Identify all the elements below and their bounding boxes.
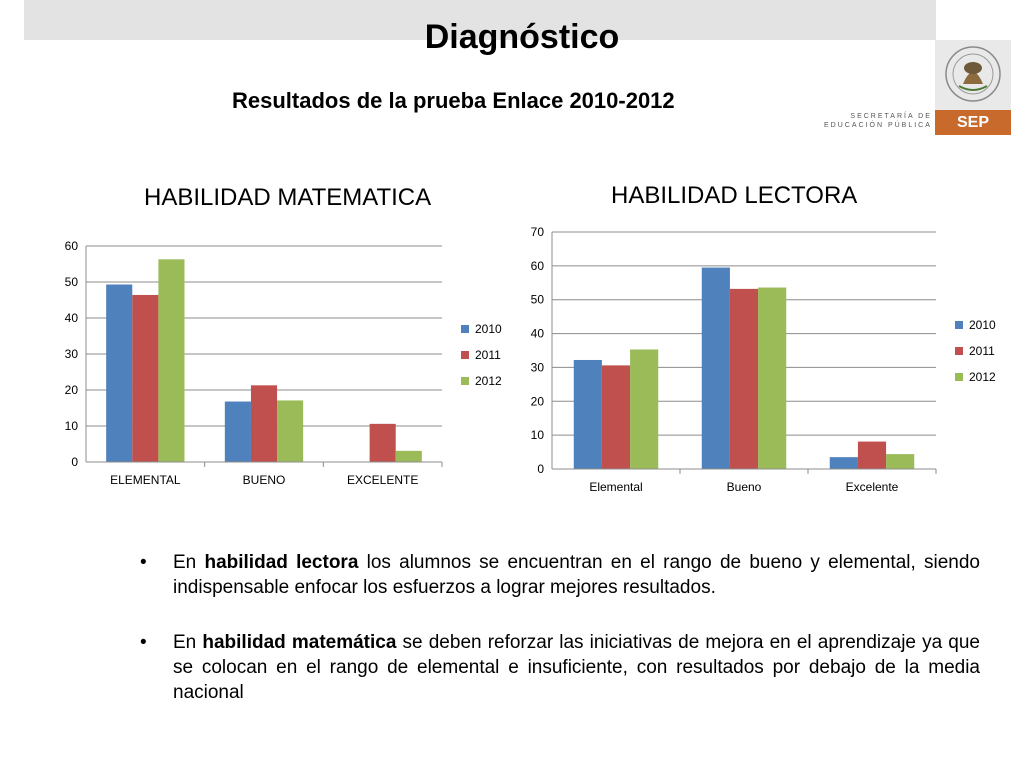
y-tick-label: 30 [530, 360, 544, 375]
legend-swatch-2012 [461, 377, 469, 385]
legend-label-2011: 2011 [969, 344, 995, 358]
y-tick-label: 50 [530, 292, 544, 307]
chart-title-math: HABILIDAD MATEMATICA [144, 184, 432, 211]
y-tick-label: 60 [64, 239, 78, 253]
y-tick-label: 20 [64, 383, 78, 397]
legend-label-2012: 2012 [969, 370, 996, 384]
y-tick-label: 60 [530, 258, 544, 273]
bar-2011-elemental [602, 365, 630, 469]
bar-2012-bueno [758, 288, 786, 469]
bullet-dot: • [140, 552, 147, 573]
page-title: Diagnóstico [424, 18, 620, 56]
chart-math [40, 230, 540, 500]
org-line-1: SECRETARÍA DE [850, 113, 932, 120]
chart-title-reading: HABILIDAD LECTORA [611, 182, 858, 209]
x-tick-label: Bueno [726, 480, 762, 494]
x-tick-label: EXCELENTE [346, 473, 419, 487]
bullet-text-pre: En [173, 632, 203, 653]
y-tick-label: 10 [64, 419, 78, 433]
x-tick-label: Elemental [589, 480, 643, 494]
bar-2012-bueno [277, 400, 303, 462]
chart-reading [510, 222, 1010, 502]
page-subtitle: Resultados de la prueba Enlace 2010-2012 [232, 88, 675, 113]
bar-2012-excelente [886, 454, 914, 469]
y-tick-label: 40 [530, 326, 544, 341]
y-tick-label: 0 [537, 462, 544, 476]
y-tick-label: 20 [530, 394, 544, 409]
bar-2011-elemental [132, 295, 158, 462]
bar-2010-elemental [574, 360, 602, 469]
sep-label: SEP [935, 110, 1011, 135]
legend-swatch-2012 [955, 373, 963, 381]
bar-2011-bueno [730, 289, 758, 469]
seal-icon [935, 40, 1011, 110]
legend-label-2012: 2012 [475, 374, 502, 388]
legend-label-2010: 2010 [475, 322, 502, 336]
bar-2012-elemental [158, 259, 184, 462]
y-tick-label: 10 [530, 428, 544, 443]
y-tick-label: 30 [64, 347, 78, 361]
y-tick-label: 50 [64, 275, 78, 289]
bar-2011-excelente [858, 442, 886, 469]
x-tick-label: BUENO [242, 473, 286, 487]
bar-2010-bueno [225, 402, 251, 462]
bullet-math [140, 630, 980, 705]
legend-swatch-2010 [461, 325, 469, 333]
legend-label-2010: 2010 [969, 318, 996, 332]
legend-swatch-2011 [955, 347, 963, 355]
legend-label-2011: 2011 [475, 348, 501, 362]
legend-swatch-2010 [955, 321, 963, 329]
bullet-text-pre: En [173, 552, 205, 573]
y-tick-label: 70 [530, 225, 544, 239]
bullet-text-post: los alumnos se encuentran en el rango de bueno y elemental, siendo indispensable enfocar los esfuerzos a lograr mejores resultados. [173, 552, 980, 598]
bullet-reading [140, 550, 980, 600]
bar-2012-elemental [630, 349, 658, 469]
bullet-text-bold: habilidad matemática [202, 632, 397, 653]
x-tick-label: Excelente [845, 480, 899, 494]
bullet-dot: • [140, 632, 147, 653]
bar-2011-bueno [251, 385, 277, 462]
bullet-list [140, 550, 980, 735]
y-tick-label: 40 [64, 311, 78, 325]
bar-2010-elemental [106, 285, 132, 462]
bullet-text-bold: habilidad lectora [204, 552, 359, 573]
y-tick-label: 0 [71, 455, 78, 469]
x-tick-label: ELEMENTAL [110, 473, 181, 487]
org-name [824, 112, 932, 130]
legend-swatch-2011 [461, 351, 469, 359]
bar-2010-bueno [702, 268, 730, 469]
bar-2012-excelente [396, 451, 422, 462]
bar-2010-excelente [830, 457, 858, 469]
bar-2011-excelente [370, 424, 396, 462]
bullet-text-post: se deben reforzar las iniciativas de mejora en el aprendizaje ya que se colocan en el rango de elemental e insuficiente, con resultados por debajo de la media nacional [173, 632, 980, 703]
org-line-2: EDUCACIÓN PÚBLICA [824, 122, 932, 129]
